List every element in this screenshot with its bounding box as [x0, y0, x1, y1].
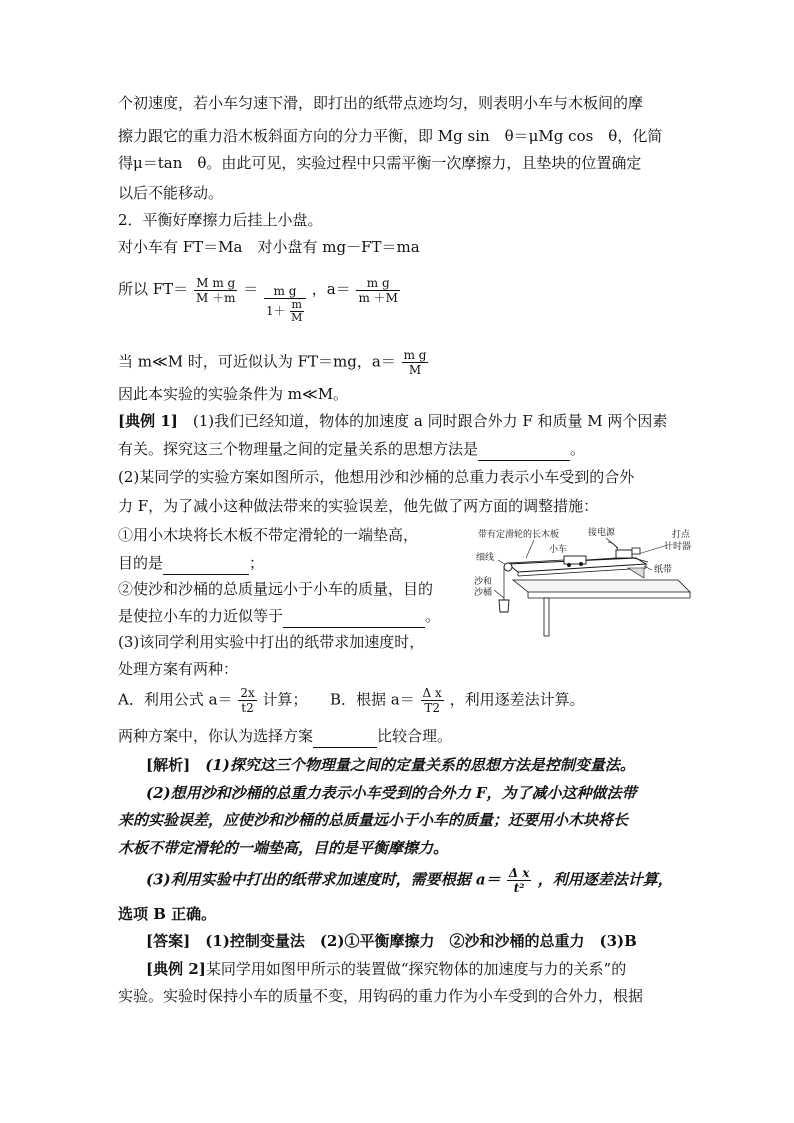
text-line: (3)该同学利用实验中打出的纸带求加速度时，	[118, 633, 425, 651]
sub-fraction-denominator: M	[291, 311, 303, 324]
label-sand: 沙桶	[474, 588, 493, 598]
formula-text: A．利用公式 a＝	[118, 690, 233, 709]
cart	[564, 556, 586, 564]
formula-line	[118, 348, 429, 377]
label-tape: 纸带	[654, 565, 673, 575]
apparatus-diagram	[468, 520, 696, 640]
table-top	[513, 580, 690, 592]
text-line: 对小车有 FT＝Ma 对小盘有 mg－FT＝ma	[118, 238, 420, 256]
sub-fraction-numerator: m	[291, 298, 302, 311]
answer-blank[interactable]	[283, 611, 425, 628]
fraction	[507, 866, 532, 895]
formula-text: ，利用逐差法计算，	[537, 870, 673, 889]
fraction-numerator: m g	[403, 348, 427, 362]
formula-text: ＝	[243, 280, 259, 298]
power-cord	[608, 542, 618, 550]
formula-text: ，a＝	[311, 280, 351, 298]
fraction-numerator: m g	[356, 276, 399, 291]
text-line: 2．平衡好摩擦力后挂上小盘。	[118, 211, 323, 229]
fraction-denominator: M	[408, 363, 422, 377]
text-line: 木板不带定滑轮的一端垫高，目的是平衡摩擦力。	[118, 839, 449, 857]
formula-line	[118, 686, 585, 715]
label-timer: 计时器	[664, 542, 692, 552]
text-line: ①用小木块将长木板不带定滑轮的一端垫高，	[118, 526, 419, 544]
formula-text: ，利用逐差法计算。	[449, 690, 585, 709]
text-line: (1)探究这三个物理量之间的定量关系的思想方法是控制变量法。	[190, 756, 635, 774]
text-line: (1)控制变量法 (2)①平衡摩擦力 ②沙和沙桶的总重力 (3)B	[190, 932, 637, 950]
text-line	[118, 437, 585, 461]
answer-blank[interactable]	[478, 444, 570, 461]
text-line	[118, 604, 440, 628]
text-line: 来的实验误差，应使沙和沙桶的总质量远小于小车的质量；还要用小木块将长	[118, 811, 629, 829]
analysis-tag: [解析]	[146, 756, 191, 774]
label-sand: 沙和	[474, 577, 493, 587]
text-line: ②使沙和沙桶的总质量远小于小车的质量，目的	[118, 580, 434, 598]
text-line: 处理方案有两种：	[118, 660, 239, 678]
fraction-denominator: T2	[424, 701, 440, 715]
text-line: 选项 B 正确。	[118, 905, 217, 923]
fraction-denominator-prefix: 1＋	[266, 304, 286, 318]
formula-text: 计算； B．根据 a＝	[262, 690, 415, 709]
example-tag: [典例 1]	[118, 412, 178, 430]
leader-line	[494, 590, 504, 598]
sub-fraction	[290, 299, 304, 324]
text-line: 个初速度，若小车匀速下滑，即打出的纸带点迹均匀，则表明小车与木板间的摩	[118, 94, 644, 112]
formula-line	[118, 270, 401, 324]
label-board: 带有定滑轮的长木板	[478, 530, 560, 540]
fraction-numerator: m g	[264, 284, 306, 299]
fraction-denominator: t2	[241, 701, 254, 715]
analysis-heading-line	[146, 753, 635, 777]
fraction-denominator: m ＋M	[358, 290, 398, 305]
text-line-content: 目的是	[118, 554, 164, 572]
text-line: 力 F，为了减小这种做法带来的实验误差，他先做了两方面的调整措施：	[118, 497, 599, 515]
cart-wheel	[579, 562, 583, 566]
label-timer: 打点	[672, 530, 691, 540]
text-line: (1)我们已经知道，物体的加速度 a 同时跟合外力 F 和质量 M 两个因素	[177, 412, 668, 430]
text-line	[118, 551, 264, 575]
fraction-numerator: Δ x	[422, 686, 442, 700]
timer-body	[616, 550, 632, 558]
fraction	[356, 276, 399, 305]
nested-fraction	[264, 284, 306, 324]
pulley	[504, 563, 512, 571]
text-line: (2)某同学的实验方案如图所示，他想用沙和沙桶的总重力表示小车受到的合外	[118, 468, 635, 486]
text-line-end: 。	[570, 440, 586, 458]
label-string: 细线	[476, 553, 495, 563]
answer-line	[146, 929, 637, 953]
text-line-end: 。	[425, 607, 441, 625]
timer-head	[632, 548, 640, 554]
formula-text: 所以 FT＝	[118, 280, 189, 298]
formula-line	[146, 866, 673, 895]
fraction	[238, 686, 256, 715]
table-leg	[544, 598, 549, 636]
label-power: 接电源	[588, 528, 616, 538]
text-line-content: 有关。探究这三个物理量之间的定量关系的思想方法是	[118, 440, 479, 458]
text-line: 实验。实验时保持小车的质量不变，用钩码的重力作为小车受到的合外力，根据	[118, 987, 644, 1005]
answer-tag: [答案]	[146, 932, 191, 950]
text-line-content: 是使拉小车的力近似等于	[118, 607, 284, 625]
fraction-denominator	[264, 299, 306, 324]
text-line: 某同学用如图甲所示的装置做“探究物体的加速度与力的关系”的	[205, 960, 627, 978]
answer-blank[interactable]	[163, 558, 249, 575]
text-line: 因此本实验的实验条件为 m≪M。	[118, 385, 349, 403]
text-line: (2)想用沙和沙桶的总重力表示小车受到的合外力 F，为了减小这种做法带	[146, 784, 637, 802]
text-line-content: 两种方案中，你认为选择方案	[118, 727, 314, 745]
text-line: 以后不能移动。	[118, 184, 224, 202]
label-cart: 小车	[549, 545, 568, 555]
cart-wheel	[567, 563, 571, 567]
answer-blank[interactable]	[313, 731, 377, 748]
fraction-numerator: 2x	[240, 686, 255, 700]
text-line-end: 比较合理。	[377, 727, 453, 745]
formula-text: 当 m≪M 时，可近似认为 FT＝mg，a＝	[118, 352, 396, 371]
sand-bucket	[499, 600, 509, 612]
fraction-denominator: t²	[513, 881, 525, 895]
leader-line	[526, 540, 534, 558]
text-line: 擦力跟它的重力沿木板斜面方向的分力平衡，即 Mg sin θ＝μMg cos θ，化简	[118, 127, 663, 145]
fraction	[194, 276, 237, 305]
text-line	[118, 724, 452, 748]
example-heading-line	[146, 957, 626, 981]
fraction	[421, 686, 444, 715]
wedge-block	[628, 568, 644, 578]
text-line-end: ；	[249, 554, 265, 572]
example-heading-line	[118, 409, 667, 433]
example-tag: [典例 2]	[146, 960, 206, 978]
text-line: 得μ＝tan θ。由此可见，实验过程中只需平衡一次摩擦力，且垫块的位置确定	[118, 154, 642, 172]
fraction-numerator: Δ x	[508, 866, 530, 880]
fraction-numerator: M m g	[194, 276, 237, 291]
fraction	[402, 348, 429, 377]
apparatus-figure	[468, 520, 696, 640]
formula-text: (3)利用实验中打出的纸带求加速度时，需要根据 a＝	[146, 870, 501, 889]
fraction-denominator: M ＋m	[195, 290, 236, 305]
